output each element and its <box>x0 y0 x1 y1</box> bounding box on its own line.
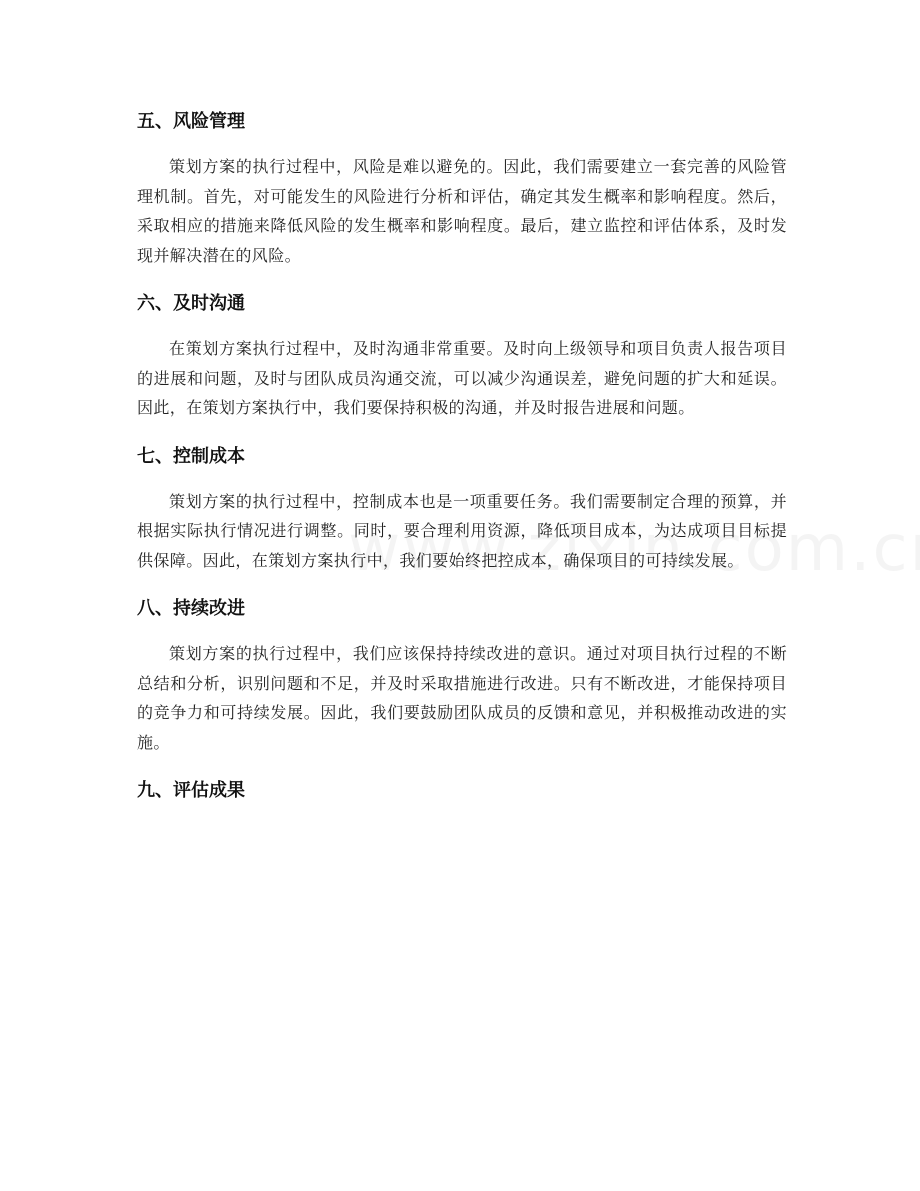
section-heading: 五、风险管理 <box>137 111 245 132</box>
section-risk-management <box>137 102 787 270</box>
section-paragraph: 策划方案的执行过程中，控制成本也是一项重要任务。我们需要制定合理的预算，并根据实际执行情况进行调整。同时，要合理利用资源，降低项目成本，为达成项目目标提供保障。因此，在策划方案执行中，我们要始终把控成本，确保项目的可持续发展。 <box>137 491 787 570</box>
section-evaluate-results <box>137 771 787 811</box>
section-paragraph: 策划方案的执行过程中，风险是难以避免的。因此，我们需要建立一套完善的风险管理机制。首先，对可能发生的风险进行分析和评估，确定其发生概率和影响程度。然后，采取相应的措施来降低风险的发生概率和影响程度。最后，建立监控和评估体系，及时发现并解决潜在的风险。 <box>137 157 787 265</box>
section-paragraph: 在策划方案执行过程中，及时沟通非常重要。及时向上级领导和项目负责人报告项目的进展和问题，及时与团队成员沟通交流，可以减少沟通误差，避免问题的扩大和延误。因此，在策划方案执行中，我们要保持积极的沟通，并及时报告进展和问题。 <box>137 339 787 417</box>
section-cost-control <box>137 437 787 576</box>
section-paragraph: 策划方案的执行过程中，我们应该保持持续改进的意识。通过对项目执行过程的不断总结和分析，识别问题和不足，并及时采取措施进行改进。只有不断改进，才能保持项目的竞争力和可持续发展。因此，我们要鼓励团队成员的反馈和意见，并积极推动改进的实施。 <box>137 644 787 752</box>
section-heading: 九、评估成果 <box>137 780 245 801</box>
section-heading: 七、控制成本 <box>137 445 245 467</box>
section-continuous-improvement <box>137 589 787 757</box>
section-timely-communication <box>137 284 787 423</box>
section-heading: 八、持续改进 <box>137 598 245 619</box>
document-body <box>137 102 787 825</box>
section-heading: 六、及时沟通 <box>137 293 245 314</box>
